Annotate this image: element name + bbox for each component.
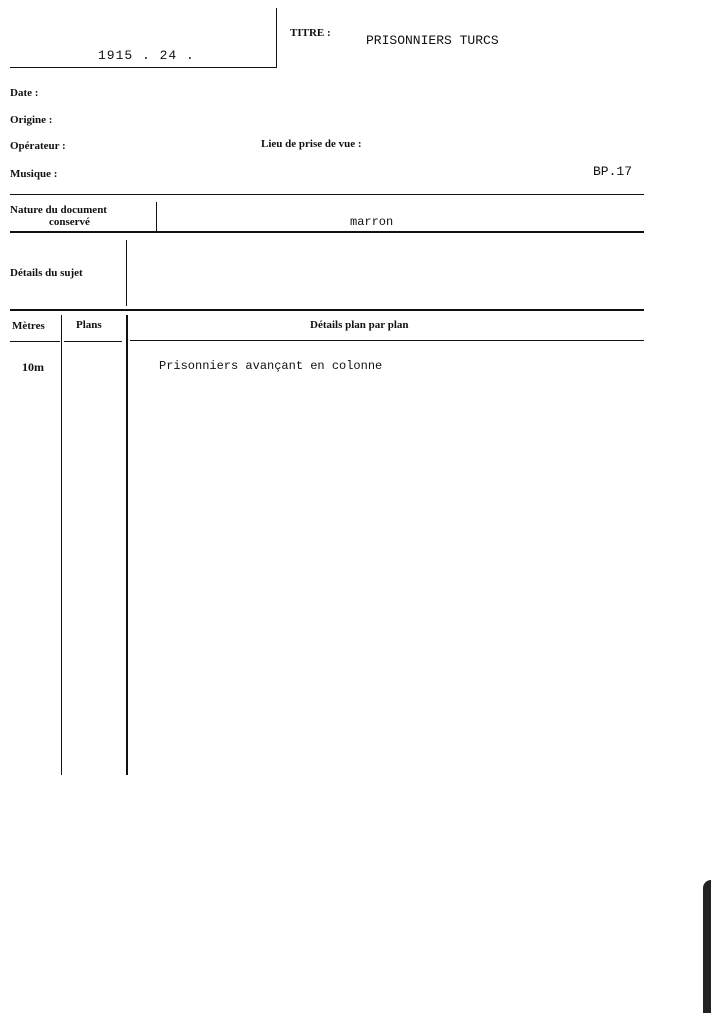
nature-divider (156, 202, 157, 231)
details-divider (126, 240, 127, 306)
details-header: Détails plan par plan (310, 319, 409, 331)
table-header-rule-right (130, 340, 644, 341)
column-divider-plans (126, 315, 128, 775)
header-divider-horizontal (10, 67, 277, 68)
operateur-label: Opérateur : (10, 140, 66, 152)
table-header-rule-left (10, 341, 60, 342)
row-details: Prisonniers avançant en colonne (159, 359, 383, 373)
page-edge (703, 880, 711, 1013)
plans-header: Plans (76, 319, 102, 331)
nature-label-line2: conservé (49, 216, 90, 228)
nature-bottom-rule (10, 231, 644, 233)
nature-label-line1: Nature du document (10, 204, 107, 216)
nature-value: marron (350, 215, 394, 229)
nature-top-rule (10, 194, 644, 195)
title-value: PRISONNIERS TURCS (366, 33, 499, 48)
details-bottom-rule (10, 309, 644, 311)
musique-label: Musique : (10, 168, 58, 180)
header-divider-vertical (276, 8, 277, 68)
origine-label: Origine : (10, 114, 53, 126)
metres-header: Mètres (12, 320, 45, 332)
title-label: TITRE : (290, 27, 331, 39)
reference-number: 1915 . 24 . (98, 48, 195, 63)
document-code: BP.17 (593, 164, 633, 179)
lieu-label: Lieu de prise de vue : (261, 138, 362, 150)
column-divider-metres (61, 315, 62, 775)
details-label: Détails du sujet (10, 267, 83, 279)
table-header-rule-mid (64, 341, 122, 342)
row-metres: 10m (22, 360, 44, 374)
date-label: Date : (10, 87, 39, 99)
